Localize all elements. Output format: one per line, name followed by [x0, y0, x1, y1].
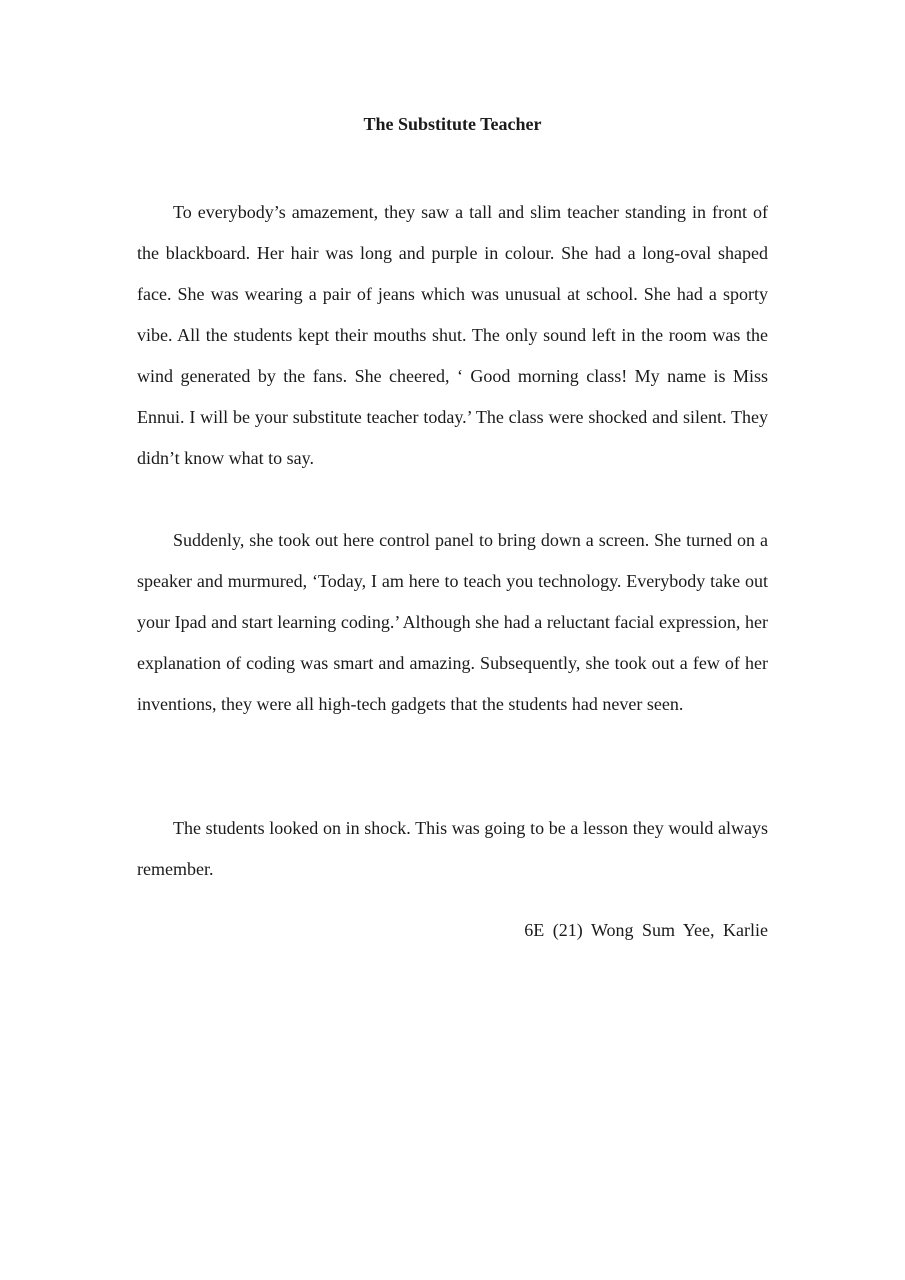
paragraph-1: To everybody’s amazement, they saw a tall and slim teacher standing in front of the blackboard. Her hair was long and purple in colour. She had a long-oval shaped face. She was wearing a pair of jeans which was unusual at school. She had a sporty vibe. All the students kept their mouths shut. The only sound left in the room was the wind generated by the fans. She cheered, ‘ Good morning class! My name is Miss Ennui. I will be your substitute teacher today.’ The class were shocked and silent. They didn’t know what to say.: [137, 202, 768, 468]
paragraph-2: Suddenly, she took out here control panel to bring down a screen. She turned on a speaker and murmured, ‘Today, I am here to teach you technology. Everybody take out your Ipad and start learning coding.’ Although she had a reluctant facial expression, her explanation of coding was smart and amazing. Subsequently, she took out a few of her inventions, they were all high-tech gadgets that the students had never seen.: [137, 530, 768, 714]
author-signature: 6E (21) Wong Sum Yee, Karlie: [524, 920, 768, 940]
paragraph-3: The students looked on in shock. This was going to be a lesson they would always remember.: [137, 818, 768, 879]
page-title: The Substitute Teacher: [363, 114, 542, 134]
